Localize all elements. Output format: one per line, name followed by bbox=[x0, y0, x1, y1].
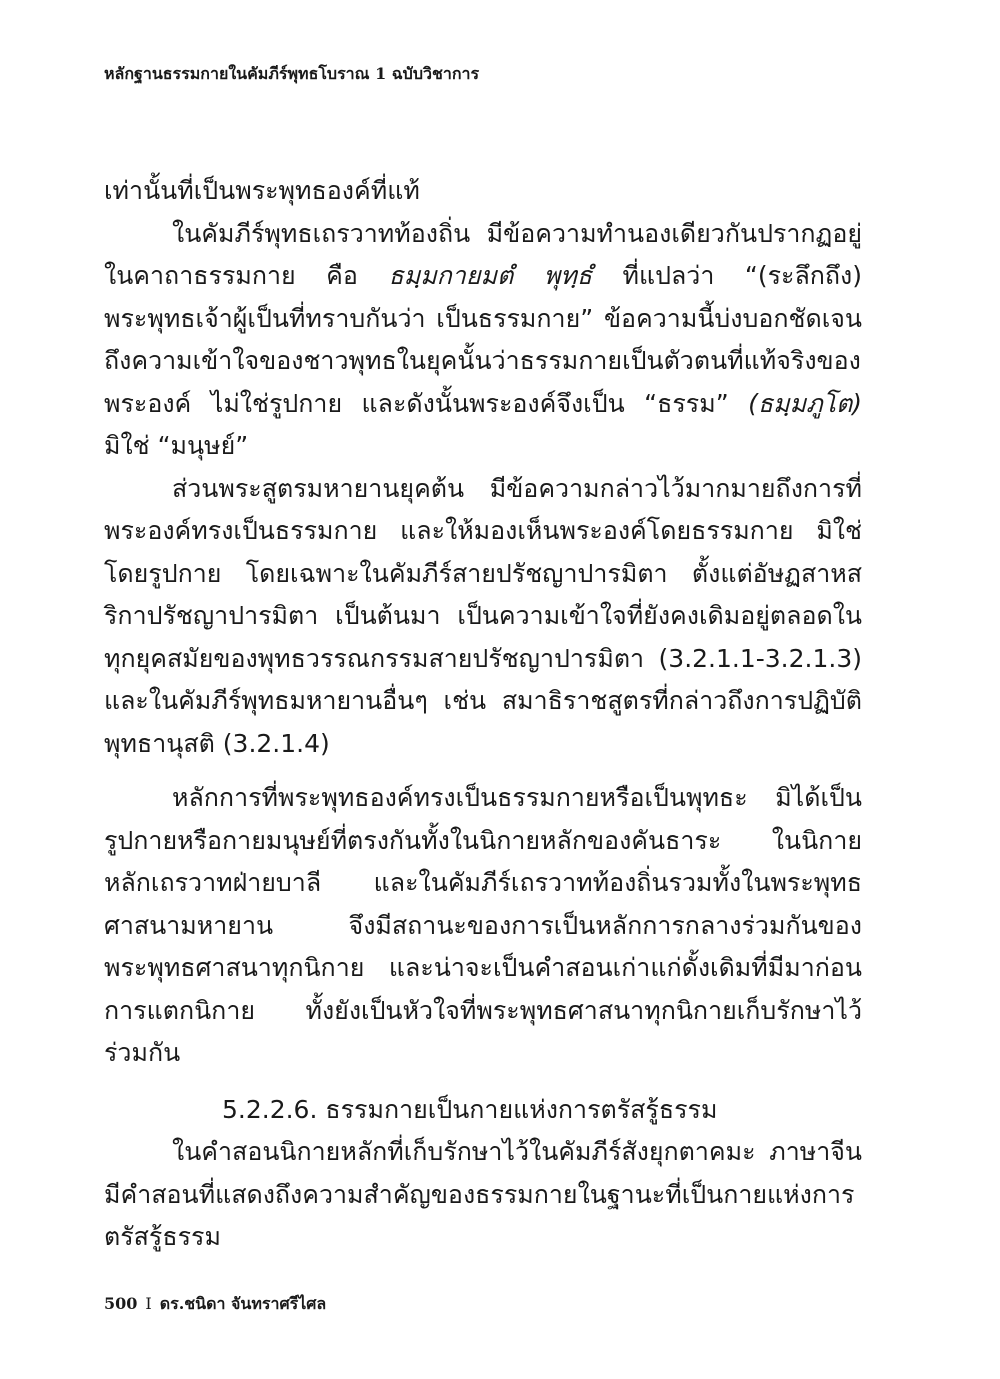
paragraph-1: เท่านั้นที่เป็นพระพุทธองค์ที่แท้ bbox=[104, 176, 420, 205]
pali-term-dhammabhuto: (ธมฺมภูโต) bbox=[748, 388, 862, 418]
author-name: ดร.ชนิดา จันทราศรีไศล bbox=[159, 1294, 327, 1313]
paragraph-3: ส่วนพระสูตรมหายานยุคต้น มีข้อความกล่าวไว้มากมายถึงการที่พระองค์ทรงเป็นธรรมกาย และให้มองเห็นพระองค์โดยธรรมกาย มิใช่โดยรูปกาย โดยเฉพาะในคัมภีร์สายปรัชญาปารมิตา ตั้งแต่อัษฏสาหสริกาปรัชญาปารมิตา เป็นต้นมา เป็นความเข้าใจที่ยังคงเดิมอยู่ตลอดในทุกยุคสมัยของพุทธวรรณกรรมสายปรัชญาปารมิตา (3.2.1.1-3.2.1.3) และในคัมภีร์พุทธมหายานอื่นๆ เช่น สมาธิราชสูตรที่กล่าวถึงการปฏิบัติพุทธานุสติ (3.2.1.4) bbox=[104, 473, 862, 758]
page-footer bbox=[104, 1292, 326, 1316]
page-number: 500 bbox=[104, 1294, 138, 1313]
section-heading: 5.2.2.6. ธรรมกายเป็นกายแห่งการตรัสรู้ธรรม bbox=[222, 1094, 718, 1124]
paragraph-2-text-b: ที่แปลว่า “(ระลึกถึง) พระพุทธเจ้าผู้เป็นที่ทราบกันว่า เป็นธรรมกาย” ข้อความนี้บ่งบอกชัดเจนถึงความเข้าใจของชาวพุทธในยุคนั้นว่าธรรมกายเป็นตัวตนที่แท้จริงของพระองค์ ไม่ใช่รูปกาย และดังนั้นพระองค์จึงเป็น “ธรรม” bbox=[104, 261, 862, 418]
footer-separator: I bbox=[145, 1294, 152, 1313]
paragraph-2 bbox=[104, 213, 862, 468]
paragraph-5: ในคำสอนนิกายหลักที่เก็บรักษาไว้ในคัมภีร์สังยุกตาคมะ ภาษาจีน มีคำสอนที่แสดงถึงความสำคัญของธรรมกายในฐานะที่เป็นกายแห่งการตรัสรู้ธรรม bbox=[104, 1137, 862, 1251]
paragraph-2-text-a: ในคัมภีร์พุทธเถรวาทท้องถิ่น มีข้อความทำนองเดียวกันปรากฏอยู่ในคาถาธรรมกาย คือ bbox=[104, 218, 862, 290]
paragraph-4: หลักการที่พระพุทธองค์ทรงเป็นธรรมกายหรือเป็นพุทธะ มิได้เป็นรูปกายหรือกายมนุษย์ที่ตรงกันทั้งในนิกายหลักของคันธาระ ในนิกายหลักเถรวาทฝ่ายบาลี และในคัมภีร์เถรวาทท้องถิ่นรวมทั้งในพระพุทธศาสนามหายาน จึงมีสถานะของการเป็นหลักการกลางร่วมกันของพระพุทธศาสนาทุกนิกาย และน่าจะเป็นคำสอนเก่าแก่ดั้งเดิมที่มีมาก่อนการแตกนิกาย ทั้งยังเป็นหัวใจที่พระพุทธศาสนาทุกนิกายเก็บรักษาไว้ร่วมกัน bbox=[104, 783, 862, 1067]
page-content bbox=[104, 170, 862, 1259]
pali-term-dhammakaya: ธมฺมกายมตํ พุทฺธํ bbox=[388, 261, 592, 290]
running-header: หลักฐานธรรมกายในคัมภีร์พุทธโบราณ 1 ฉบับวิชาการ bbox=[104, 64, 480, 83]
paragraph-2-text-c: มิใช่ “มนุษย์” bbox=[104, 431, 249, 460]
